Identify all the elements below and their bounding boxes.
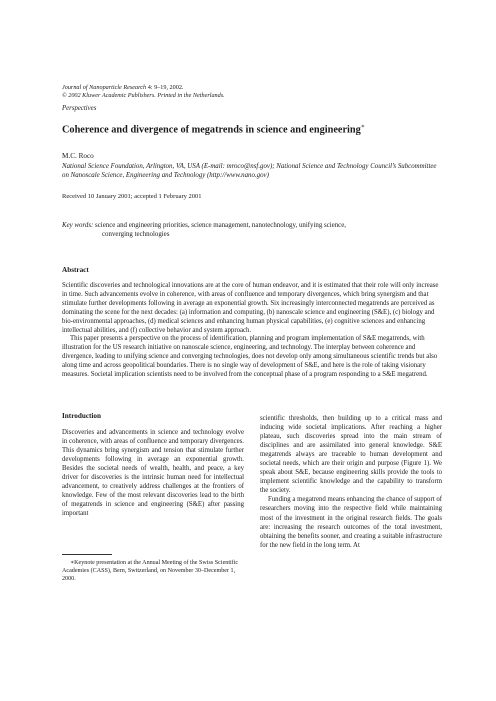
paper-title-text: Coherence and divergence of megatrends in science and engineering [62, 124, 361, 136]
keywords-label: Key words: [62, 222, 94, 229]
journal-citation [62, 84, 225, 92]
keywords-text-1: science and engineering priorities, science management, nanotechnology, unifying science, [93, 222, 347, 229]
keywords-line-1 [62, 221, 442, 230]
copyright-line: © 2002 Kluwer Academic Publishers. Printed in the Netherlands. [62, 91, 225, 99]
journal-name: Journal of Nanoparticle Research [62, 84, 147, 91]
abstract-heading: Abstract [62, 266, 89, 274]
author-name: M.C. Roco [62, 152, 94, 160]
footnote [62, 560, 246, 584]
left-column [62, 428, 244, 518]
body-paragraph: Discoveries and advancements in science and technology evolve in coherence, with areas of confluence and temporary divergences. This dynamics bring synergism and tension that stimulate further developments following in average an exponential growth. Besides the societal needs of wealth, health, and peace, a key driver for discoveries is the intrinsic human need for intellectual advancement, to creatively address challenges at the frontiers of knowledge. Few of the most relevant discoveries lead to the birth of megatrends in science and engineering (S&E) after passing important [62, 429, 244, 518]
keywords-block [62, 221, 442, 239]
introduction-heading: Introduction [62, 412, 102, 420]
keywords-text-2: converging technologies [102, 231, 170, 239]
body-paragraph: Funding a megatrend means enhancing the chance of support of researchers moving into the respective field while maintaining most of the investment in the original research fields. The goals are: increasing the research outcomes of the total investment, obtaining the benefits sooner, and creating a suitable infrastructure for the new field in the long term. At [260, 496, 442, 549]
title-footnote-marker: ∗ [360, 124, 365, 130]
abstract-body [62, 282, 440, 380]
received-dates: Received 10 January 2001; accepted 1 February 2001 [62, 193, 202, 200]
body-paragraph: scientific thresholds, then building up to a critical mass and inducing wide societal implications. After reaching a higher plateau, such discoveries spread into the main stream of disciplines and are assimilated into general knowledge. S&E megatrends always are traceable to human development and societal needs, which are their origin and purpose (Figure 1). We speak about S&E, because engineering skills provide the tools to implement scientific knowledge and the capability to transform the society. [260, 415, 442, 495]
author-affiliation: National Science Foundation, Arlington, VA, USA (E-mail: mroco@nsf.gov); National Science and Technology Council’s Subcommittee on Nanoscale Science, Engineering and Technology (http://www.nano.gov) [62, 163, 437, 179]
journal-header [62, 84, 225, 99]
footnote-text: ∗Keynote presentation at the Annual Meeting of the Swiss Scientific Academies (CASS), Bern, Switzerland, on November 30–December 1, 2000. [62, 560, 239, 582]
section-label: Perspectives [62, 105, 97, 112]
journal-volume: 4: 9–19, 2002. [146, 84, 184, 91]
abstract-paragraph: This paper presents a perspective on the process of identification, planning and program implementation of S&E megatrends, with illustration for the US research initiative on nanoscale science, engineering, and technology. The interplay between coherence and divergence, leading to unifying science and converging technologies, does not develop only among simultaneous scientific trends but also along time and across geopolitical boundaries. There is no single way of development of S&E, and here is the role of taking visionary measures. Societal implication scientists need to be involved from the conceptual phase of a program responding to a S&E megatrend. [62, 335, 438, 379]
paper-title [62, 123, 365, 135]
footnote-divider [62, 554, 112, 555]
abstract-paragraph: Scientific discoveries and technological innovations are at the core of human endeavor, and it is estimated that their role will only increase in time. Such advancements evolve in coherence, with areas of confluence and temporary divergences, which bring synergism and that stimulate further developments following in average an exponential growth. Six increasingly interconnected megatrends are perceived as dominating the scene for the next decades: (a) information and computing, (b) nanoscale science and engineering (S&E), (c) biology and bio-environmental approaches, (d) medical sciences and enhancing human physical capabilities, (e) cognitive sciences and enhancing intellectual abilities, and (f) collective behavior and system approach. [62, 282, 439, 334]
right-column [260, 414, 442, 550]
